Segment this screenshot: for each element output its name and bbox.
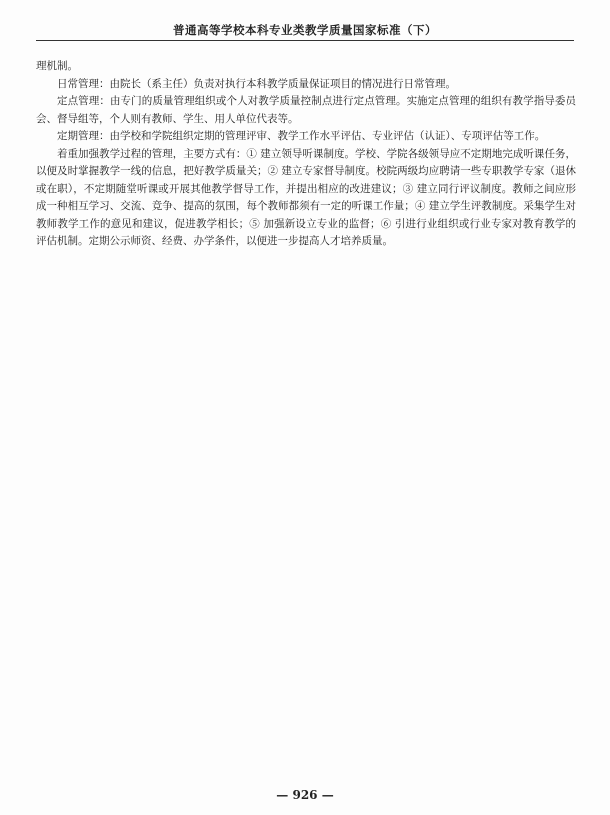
paragraph-daily-management: 日常管理：由院长（系主任）负责对执行本科教学质量保证项目的情况进行日常管理。 <box>57 77 456 90</box>
body-text <box>36 58 576 251</box>
page-number: — 926 — <box>276 788 334 802</box>
paragraph-fixed-point-management: 定点管理：由专门的质量管理组织或个人对教学质量控制点进行定点管理。实施定点管理的组织有教学指导委员会、督导组等，个人则有教师、学生、用人单位代表等。 <box>36 95 576 125</box>
paragraph-teaching-process: 着重加强教学过程的管理，主要方式有：① 建立领导听课制度。学校、学院各级领导应不定期地完成听课任务，以便及时掌握教学一线的信息，把好教学质量关；② 建立专家督导制度。校院两级均应聘请一些专职教学专家（退休或在职），不定期随堂听课或开展其他教学督导工作，并提出相应的改进建议；③ 建立同行评议制度。教师之间应形成一种相互学习、交流、竞争、提高的氛围，每个教师都须有一定的听课工作量；④ 建立学生评教制度。采集学生对教师教学工作的意见和建议，促进教学相长；⑤ 加强新设立专业的监督；⑥ 引进行业组织或行业专家对教育教学的评估机制。定期公示师资、经费、办学条件，以便进一步提高人才培养质量。 <box>36 147 576 247</box>
running-header: 普通高等学校本科专业类教学质量国家标准（下） <box>173 23 437 37</box>
paragraph-continuation: 理机制。 <box>36 60 78 72</box>
header-rule <box>36 40 574 41</box>
paragraph-periodic-management: 定期管理：由学校和学院组织定期的管理评审、教学工作水平评估、专业评估（认证）、专项评估等工作。 <box>57 130 546 142</box>
